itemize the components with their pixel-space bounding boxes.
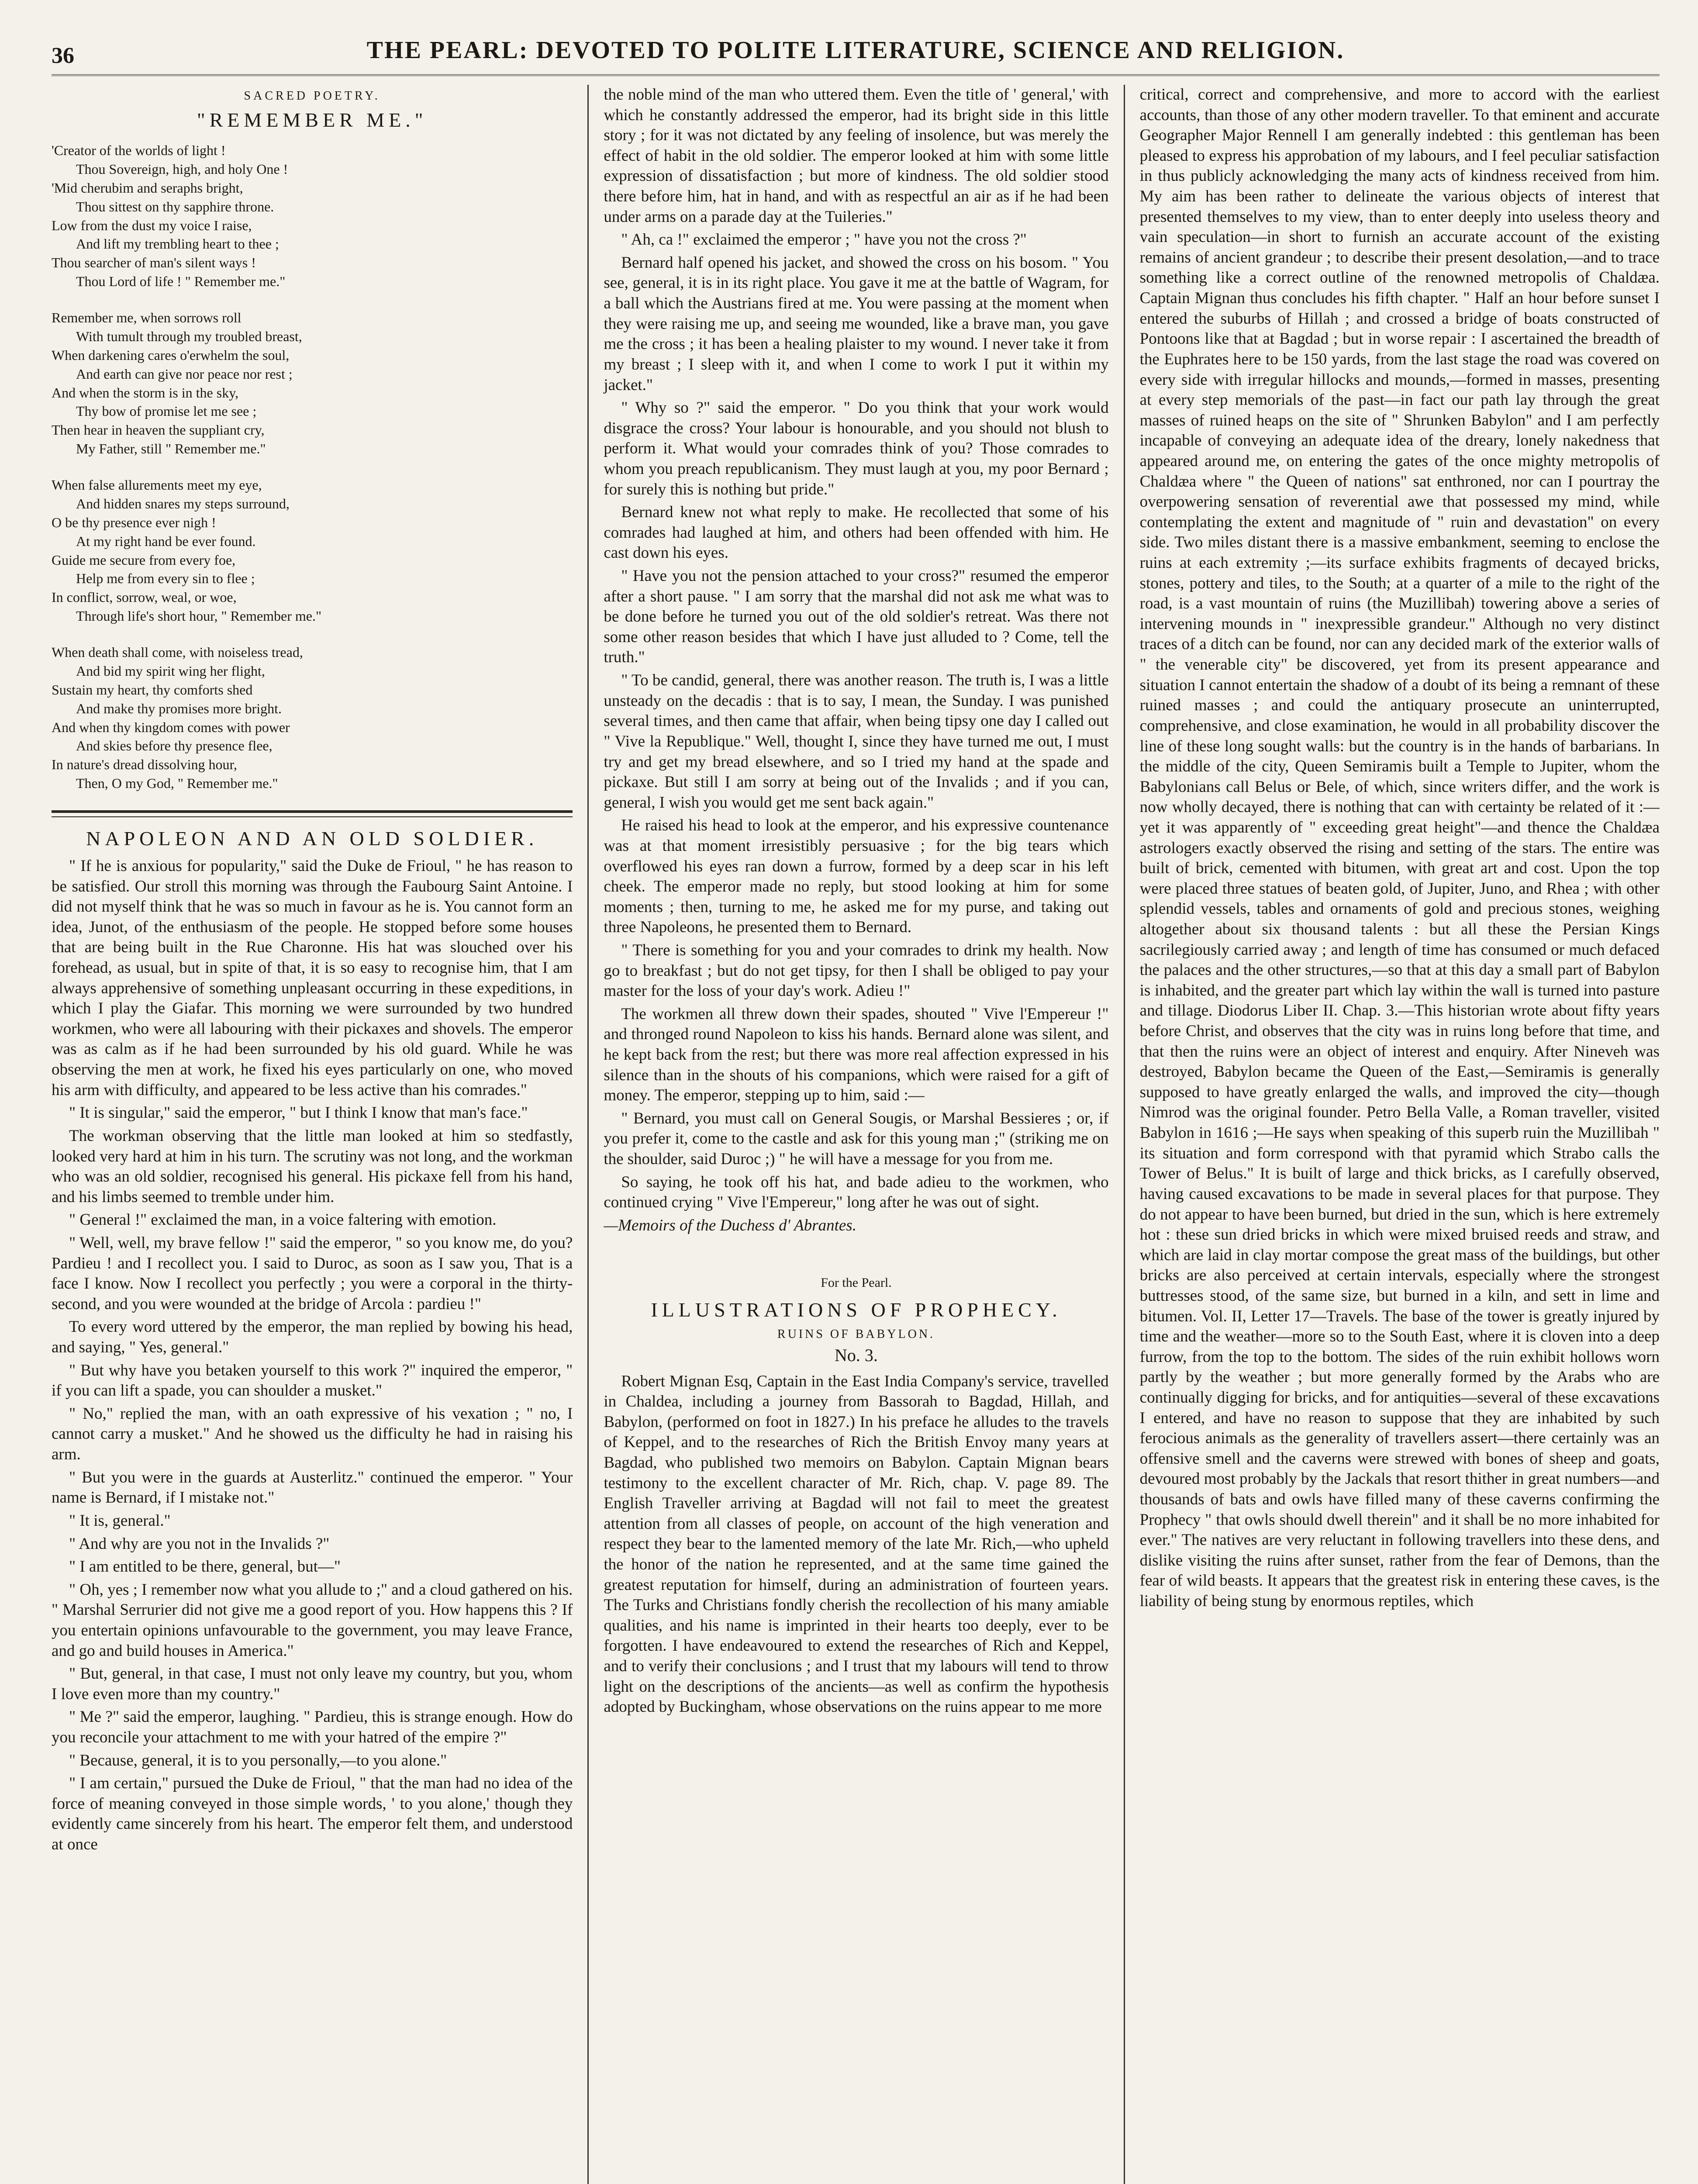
- poem-line: Then hear in heaven the suppliant cry,: [52, 422, 265, 438]
- column-3: [1124, 85, 1660, 2184]
- paragraph: To every word uttered by the emperor, the man replied by bowing his head, and saying, " Yes, general.": [52, 1318, 573, 1357]
- poem-line: With tumult through my troubled breast,: [76, 328, 302, 344]
- column-1: [52, 85, 587, 2184]
- prophecy-subtitle: RUINS OF BABYLON.: [777, 1327, 935, 1341]
- paragraph: " Ah, ca !" exclaimed the emperor ; " have you not the cross ?": [621, 231, 1027, 249]
- paragraph: " Have you not the pension attached to your cross?" resumed the emperor after a short pause. " I am sorry that the marshal did not ask me what was to be done before he turned you out of the old soldier's retreat. Was there not some other reason besides that which I have just alluded to ? Come, tell the truth.": [604, 567, 1109, 667]
- poem-line: My Father, still " Remember me.": [76, 441, 266, 457]
- paragraph: " If he is anxious for popularity," said the Duke de Frioul, " he has reason to be satisfied. Our stroll this morning was through the Faubourg Saint Antoine. I did not myself think that he was so much in favour as he is. You cannot form an idea, Junot, of the enthusiasm of the people. He stopped before some houses that are being built in the Rue Charonne. His hat was slouched over his forehead, as usual, but in spite of that, it is so easy to recognise him, that I am always apprehensive of something unpleasant occurring in these expeditions, in which I play the Giafar. This morning we were surrounded by two hundred workmen, who were all labouring with their pickaxes and shovels. The emperor was as calm as if he had been surrounded by his old guard. While he was observing the men at work, he fixed his eyes particularly on one, who moved his arm with difficulty, and appeared to be less active than his comrades.": [52, 857, 573, 1099]
- paragraph: " It is singular," said the emperor, " but I think I know that man's face.": [69, 1104, 528, 1122]
- paragraph: " To be candid, general, there was another reason. The truth is, I was a little unsteady on the decadis : that is to say, I mean, the Sunday. I was punished several times, and then came that affair, when being tipsy one day I called out " Vive la Republique." Well, thought I, since they have turned me out, I must try and get my bread elsewhere, and so I tried my hand at the spade and pickaxe. But still I am sorry at being out of the Invalids ; and if you can, general, I wish you would get me sent back again.": [604, 671, 1109, 812]
- napoleon-signature: —Memoirs of the Duchess d' Abrantes.: [604, 1216, 856, 1234]
- poem-stanza: [52, 643, 573, 793]
- paragraph: " I am entitled to be there, general, but—": [69, 1558, 341, 1576]
- paragraph: " There is something for you and your comrades to drink my health. Now go to breakfast ; but do not get tipsy, for then I shall be obliged to pay your master for the loss of your day's work. Adieu !": [604, 941, 1109, 1000]
- paragraph: the noble mind of the man who uttered them. Even the title of ' general,' with which he constantly addressed the emperor, had its bright side in this little story ; for it was not dictated by any feeling of insolence, but was merely the effect of habit in the old soldier. The emperor looked at him with some little expression of dissatisfaction ; but more of kindness. The old soldier stood there before him, hat in hand, and with as respectful an air as if he had been under arms on a parade day at the Tuileries.": [604, 86, 1109, 226]
- poem-line: When death shall come, with noiseless tread,: [52, 644, 303, 660]
- paragraph: " Why so ?" said the emperor. " Do you think that your work would disgrace the cross? Your labour is honourable, and you should not blush to perform it. What would your comrades think of you? Those comrades to whom you preach republicanism. They must laugh at you, my poor Bernard ; for surely this is nothing but pride.": [604, 399, 1109, 498]
- poem-line: Help me from every sin to flee ;: [76, 570, 255, 587]
- napoleon-article-part-1: [52, 856, 573, 1855]
- poem: [52, 141, 573, 793]
- poem-line: And bid my spirit wing her flight,: [76, 663, 265, 679]
- poem-line: And when the storm is in the sky,: [52, 384, 239, 401]
- poem-line: Thou Sovereign, high, and holy One !: [76, 161, 288, 177]
- poem-line: Remember me, when sorrows roll: [52, 310, 242, 325]
- paragraph: He raised his head to look at the emperor, and his expressive countenance was at that moment irresistibly persuasive ; for the big tears which overflowed his eyes ran down a furrow, formed by a deep scar in his left cheek. The emperor made no reply, but stood looking at him for some moments ; then, turning to me, he asked me for my purse, and taking out three Napoleons, he presented them to Bernard.: [604, 816, 1109, 936]
- poem-kicker: SACRED POETRY.: [244, 89, 380, 103]
- column-2: [587, 85, 1123, 2184]
- poem-stanza: [52, 141, 573, 291]
- poem-line: Thou sittest on thy sapphire throne.: [76, 198, 274, 214]
- section-divider: [52, 810, 573, 813]
- section-divider-thin: [52, 816, 573, 817]
- poem-line: And earth can give nor peace nor rest ;: [76, 366, 293, 382]
- poem-line: Thou searcher of man's silent ways !: [52, 255, 256, 271]
- poem-line: When false allurements meet my eye,: [52, 477, 262, 493]
- poem-line: In conflict, sorrow, weal, or woe,: [52, 589, 237, 605]
- poem-line: And make thy promises more bright.: [76, 700, 282, 716]
- paragraph: " But you were in the guards at Austerlitz." continued the emperor. " Your name is Bernard, if I mistake not.": [52, 1468, 573, 1507]
- poem-title: "REMEMBER ME.": [197, 109, 428, 131]
- poem-line: Through life's short hour, " Remember me.": [76, 608, 322, 624]
- poem-line: When darkening cares o'erwhelm the soul,: [52, 347, 290, 363]
- poem-line: Thou Lord of life ! " Remember me.": [76, 273, 286, 290]
- paragraph: " Me ?" said the emperor, laughing. " Pardieu, this is strange enough. How do you reconcile your attachment to me with your hatred of the empire ?": [52, 1708, 573, 1746]
- paragraph: " It is, general.": [69, 1511, 171, 1530]
- prophecy-title: ILLUSTRATIONS OF PROPHECY.: [651, 1298, 1062, 1321]
- paragraph: critical, correct and comprehensive, and more to accord with the earliest accounts, than those of any other modern traveller. To that eminent and accurate Geographer Major Rennell I am generally indebted : this gentleman has been pleased to express his approbation of my labours, and I feel peculiar satisfaction in thus publicly acknowledging the many acts of kindness received from him. My aim has been rather to delineate the various objects of interest that presented themselves to my view, than to enter deeply into useless theory and vain speculation—in short to furnish an accurate account of the existing remains of ancient grandeur ; to describe their present desolation,—and to trace something like a correct outline of the renowned metropolis of Chaldæa. Captain Mignan thus concludes his fifth chapter. " Half an hour before sunset I entered the suburbs of Hillah ; and crossed a bridge of boats constructed of Pontoons like that at Bagdad ; but in worse repair : I ascertained the breadth of the Euphrates here to be 150 yards, from the last stage the road was covered on every side with irregular hillocks and mounds,—formed in masses, presenting at every step memorials of the past—in fact our path lay through the great masses of ruined heaps on the site of " Shrunken Babylon" and I am perfectly incapable of conveying an adequate idea of the dreary, lonely nakedness that appeared around me, on entering the gates of the once mighty metropolis of Chaldæa where " the Queen of nations" sat enthroned, nor can I pourtray the overpowering sensation of reverential awe that possessed my mind, while contemplating the extent and magnitude of " ruin and devastation" on every side. Two miles distant there is a massive embankment, seeming to enclose the ruins at each extremity ;—its surface exhibits fragments of decayed bricks, stones, pottery and tiles, to the South; at a quarter of a mile to the right of the road, is a vast mountain of ruins (the Muzillibah) towering above a series of intervening mounds in " inexpressible grandeur." Although no very distinct traces of a ditch can be found, nor can any decided mark of the exterior walls of " the venerable city" be discovered, yet from its present appearance and situation I cannot entertain the shadow of a doubt of its being a remnant of these ruined masses ; and could the antiquary prosecute an uninterrupted, comprehensive, and close examination, he would in all probability discover the line of these long sought walls: but the country is in the hands of barbarians. In the middle of the city, Queen Semiramis built a Temple to Jupiter, whom the Babylonians call Belus or Bele, of which, since writers differ, and the work is now wholly decayed, there is nothing that can with certainty be related of it :—yet it was apparently of " exceeding great height"—and thence the Chaldæa astrologers exactly observed the rising and setting of the stars. The entire was built of brick, cemented with bitumen, with great art and cost. Upon the top were placed three statues of beaten gold, of Jupiter, Juno, and Rhea ; with other splendid vessels, tables and ornaments of gold and precious stones, weighing altogether about six thousand talents : but all these the Persian Kings sacrilegiously carried away ; and length of time has consumed or much defaced the palaces and the other structures,—so that at this day a small part of Babylon is inhabited, and the greater part which lay within the wall is turned into pasture and tillage. Diodorus Liber II. Chap. 3.—This historian wrote about fifty years before Christ, and observes that the city was in ruins long before that time, and that then the ruins were an object of interest and enquiry. After Nineveh was destroyed, Babylon became the Queen of the East,—Semiramis is generally supposed to have greatly enlarged the walls, and improved the city—though Nimrod was the original founder. Petro Bella Valle, a Roman traveller, visited Babylon in 1616 ;—He says when speaking of this superb ruin the Muzillibah " its situation and form correspond with that pyramid which Strabo calls the Tower of Belus." It is built of large and thick bricks, as I carefully observed, having caused excavations to be made in several places for that purpose. They do not appear to have been burned, but dried in the sun, which is here extremely hot : these sun dried bricks in which were mixed bruised reeds and straw, and which are laid in clay mortar compose the great mass of the buildings, but other bricks are also perceived at certain intervals, especially where the strongest buttresses stood, of the same size, but burned in a kiln, and sett in lime and bitumen. Vol. II, Letter 17—Travels. The base of the tower is greatly injured by time and the weather—more so to the South East, where it is cloven into a deep furrow, from the top to the bottom. The sides of the ruin exhibit hollows worn partly by the weather ; but more generally formed by the Arabs who are continually digging for bricks, and for antiquities—several of these excavations I entered, and have no reason to suppose that they are inhabited by such ferocious animals as the generality of travellers assert—there certainly was an offensive smell and the caverns were strewed with bones of sheep and goats, devoured most probably by the Jackals that resort thither in great numbers—and thousands of bats and owls have filled many of these caverns confirming the Prophecy " that owls should dwell therein" and it shall be no more inhabited for ever." The natives are very reluctant in following travellers into these dens, and dislike visiting the ruins after sunset, rather from the fear of Demons, than the fear of wild beasts. It appears that the greatest risk in entering these caves, is the liability of being stung by enormous reptiles, which: [1139, 86, 1660, 1610]
- paragraph: " I am certain," pursued the Duke de Frioul, " that the man had no idea of the force of meaning conveyed in those simple words, ' to you alone,' though they evidently came sincerely from his heart. The emperor felt them, and understood at once: [52, 1774, 573, 1854]
- poem-stanza: [52, 476, 573, 625]
- masthead-title: THE PEARL: DEVOTED TO POLITE LITERATURE, SCIENCE AND RELIGION.: [366, 37, 1345, 64]
- paragraph: Robert Mignan Esq, Captain in the East India Company's service, travelled in Chaldea, including a journey from Bassorah to Bagdad, Hillah, and Babylon, (performed on foot in 1827.) In his preface he alludes to the travels of Keppel, and to the researches of Rich the British Envoy many years at Bagdad, who published two memoirs on Babylon. Captain Mignan bears testimony to the excellent character of Mr. Rich, chap. V. page 89. The English Traveller arriving at Bagdad will not fail to meet the greatest attention from all classes of people, on account of the high veneration and respect they bear to the lamented memory of the late Mr. Rich,—who upheld the honor of the nation he represented, and at the same time gained the greatest reputation for himself, during an administration of fourteen years. The Turks and Christians fondly cherish the recollection of his many amiable qualities, and his name is imprinted in their hearts too deeply, ever to be forgotten. I have endeavoured to extend the researches of Rich and Keppel, and to verify their conclusions ; and I trust that my labours will tend to throw light on the descriptions of the ancients—as well as confirm the hypothesis adopted by Buckingham, whose observations on the ruins appear to me more: [604, 1372, 1109, 1716]
- napoleon-title: NAPOLEON AND AN OLD SOLDIER.: [86, 827, 538, 850]
- paragraph: " But why have you betaken yourself to this work ?" inquired the emperor, " if you can lift a spade, you can shoulder a musket.": [52, 1361, 573, 1400]
- prophecy-number: No. 3.: [835, 1345, 878, 1365]
- poem-line: And hidden snares my steps surround,: [76, 495, 290, 511]
- poem-line: O be thy presence ever nigh !: [52, 514, 216, 530]
- masthead: [52, 26, 1660, 76]
- poem-line: Low from the dust my voice I raise,: [52, 217, 252, 233]
- poem-line: Sustain my heart, thy comforts shed: [52, 681, 253, 698]
- paragraph: " No," replied the man, with an oath expressive of his vexation ; " no, I cannot carry a musket." And he showed us the difficulty he had in raising his arm.: [52, 1404, 573, 1464]
- poem-line: Thy bow of promise let me see ;: [76, 403, 257, 419]
- paragraph: The workman observing that the little man looked at him so stedfastly, looked very hard at him in his turn. The scrutiny was not long, and the workman who was an old soldier, recognised his general. His pickaxe fell from his hand, and his limbs seemed to tremble under him.: [52, 1127, 573, 1206]
- columns: [52, 85, 1660, 2184]
- prophecy-credit: For the Pearl.: [821, 1275, 892, 1290]
- poem-line: In nature's dread dissolving hour,: [52, 757, 237, 773]
- poem-line: 'Creator of the worlds of light !: [52, 142, 226, 158]
- poem-stanza: [52, 308, 573, 458]
- paragraph: " Well, well, my brave fellow !" said the emperor, " so you know me, do you? Pardieu ! and I recollect you. I said to Duroc, as soon as I saw you, That is a face I know. Now I recollect you perfectly ; you were a corporal in the thirty-second, and you were wounded at the bridge of Arcola : pardieu !": [52, 1234, 573, 1313]
- paragraph: Bernard half opened his jacket, and showed the cross on his bosom. " You see, general, it is in its right place. You gave it me at the battle of Wagram, for a ball which the Austrians fired at me. You were passing at the moment when they were raising me up, and seeing me wounded, like a brave man, you gave me the cross ; it has been a healing plaister to my wound. I never take it from my breast ; I sleep with it, and when I come to work I put it within my jacket.": [604, 253, 1109, 394]
- page-number: 36: [52, 43, 74, 68]
- paragraph: " Because, general, it is to you personally,—to you alone.": [69, 1751, 447, 1769]
- poem-line: And when thy kingdom comes with power: [52, 719, 290, 735]
- poem-line: And skies before thy presence flee,: [76, 738, 273, 754]
- paragraph: So saying, he took off his hat, and bade adieu to the workmen, who continued crying " Vive l'Empereur," long after he was out of sight.: [604, 1173, 1109, 1212]
- paragraph: " But, general, in that case, I must not only leave my country, but you, whom I love even more than my country.": [52, 1665, 573, 1703]
- paragraph: The workmen all threw down their spades, shouted " Vive l'Empereur !" and thronged round Napoleon to kiss his hands. Bernard alone was silent, and he kept back from the rest; but there was more real affection expressed in his silence than in the shouts of his companions, which were raised for a gift of money. The emperor, stepping up to him, said :—: [604, 1005, 1109, 1105]
- poem-line: Then, O my God, " Remember me.": [76, 775, 278, 791]
- prophecy-article-part-1: [604, 1372, 1108, 1717]
- paragraph: Bernard knew not what reply to make. He recollected that some of his comrades had laughed at him, and others had been offended with him. He cast down his eyes.: [604, 503, 1109, 562]
- paragraph: " Bernard, you must call on General Sougis, or Marshal Bessieres ; or, if you prefer it, come to the castle and ask for this young man ;" (striking me on the shoulder, said Duroc ;) " he will have a message for you from me.: [604, 1109, 1109, 1168]
- poem-line: 'Mid cherubim and seraphs bright,: [52, 180, 243, 196]
- napoleon-article-part-2: [604, 85, 1108, 1213]
- paragraph: " And why are you not in the Invalids ?": [69, 1534, 330, 1553]
- prophecy-article-part-2: [1140, 85, 1660, 1612]
- poem-line: Guide me secure from every foe,: [52, 552, 236, 568]
- paragraph: " Oh, yes ; I remember now what you allude to ;" and a cloud gathered on his. " Marshal Serrurier did not give me a good report of you. How happens this ? If you entertain opinions unfavourable to the government, you may leave France, and go and build houses in America.": [52, 1580, 573, 1660]
- paragraph: " General !" exclaimed the man, in a voice faltering with emotion.: [69, 1211, 497, 1229]
- poem-line: At my right hand be ever found.: [76, 533, 256, 549]
- poem-line: And lift my trembling heart to thee ;: [76, 236, 279, 252]
